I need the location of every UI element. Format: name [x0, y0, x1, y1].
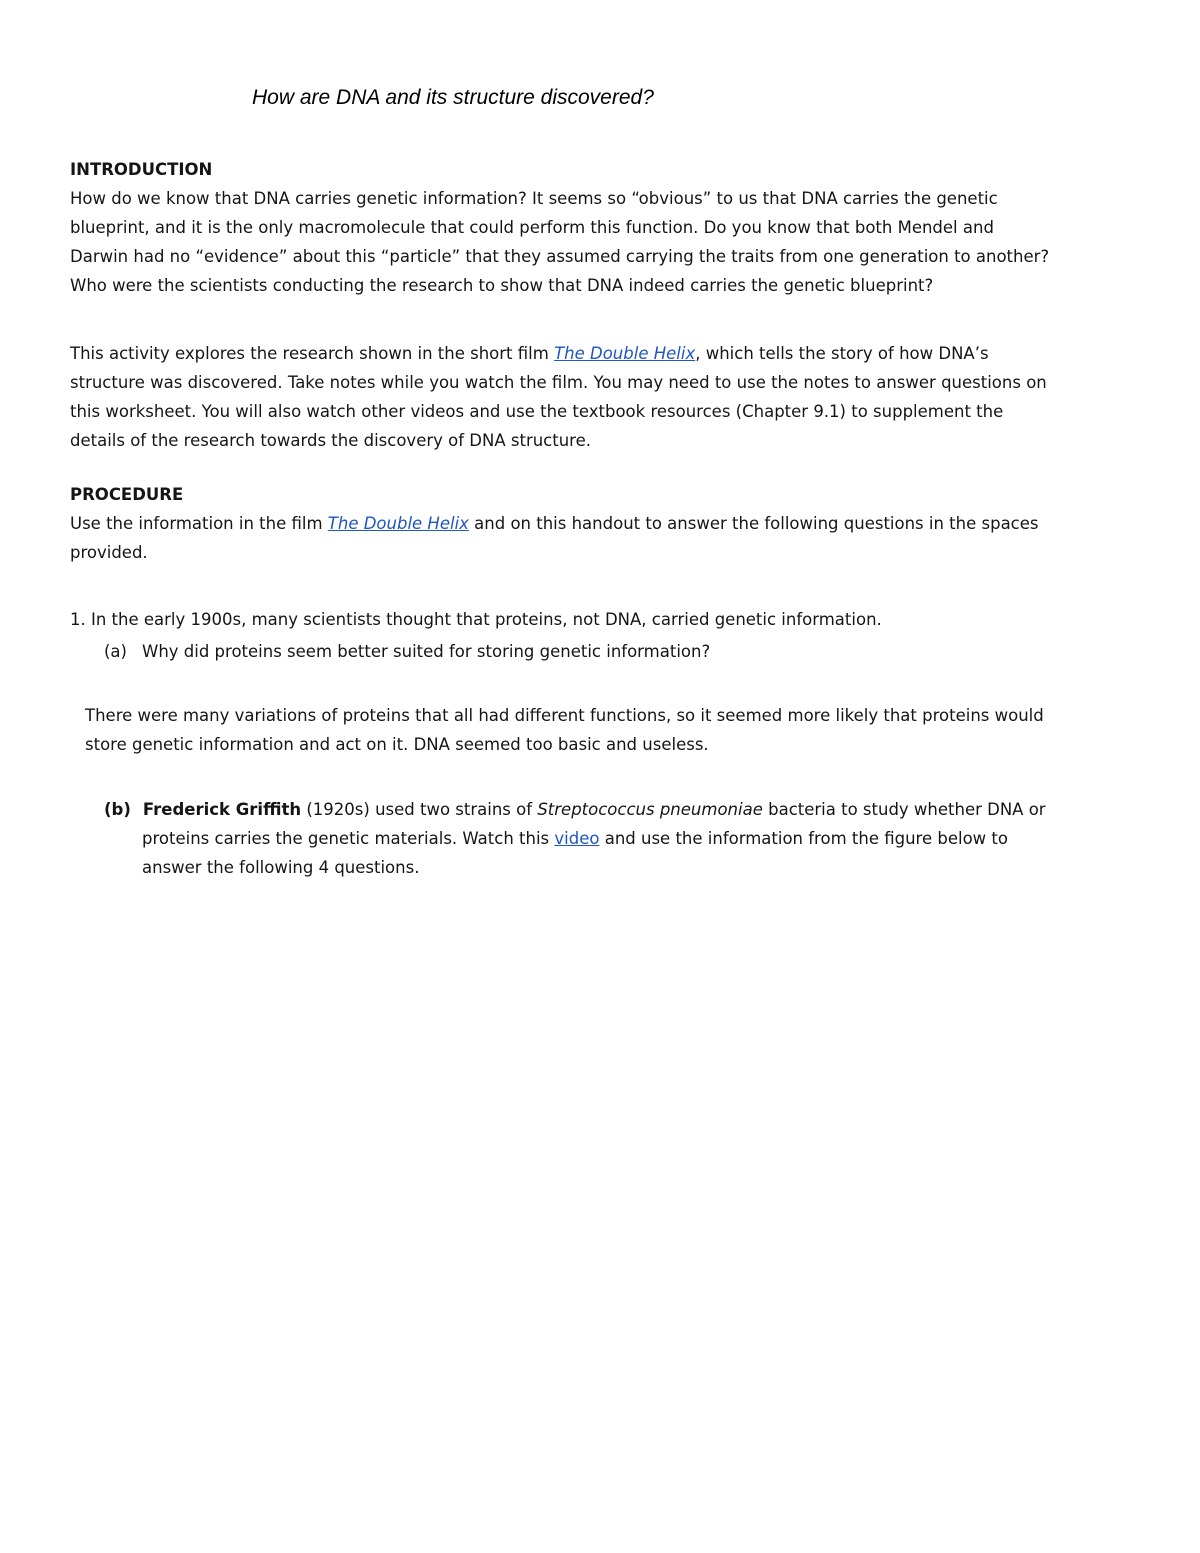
activity-line: details of the research towards the discovery of DNA structure.: [70, 431, 591, 450]
question-1b-text: proteins carries the genetic materials. Watch this: [142, 829, 555, 848]
introduction-line: How do we know that DNA carries genetic information? It seems so “obvious” to us that DNA carries the genetic: [70, 189, 998, 208]
procedure-text: and on this handout to answer the following questions in the spaces: [468, 514, 1039, 533]
question-1b-text: and use the information from the figure below to: [599, 829, 1008, 848]
introduction-line: Darwin had no “evidence” about this “particle” that they assumed carrying the traits from one generation to another?: [70, 247, 1050, 266]
introduction-line: blueprint, and it is the only macromolecule that could perform this function. Do you know that both Mendel and: [70, 218, 994, 237]
question-1b-line: [104, 795, 1144, 824]
procedure-heading: PROCEDURE: [70, 485, 184, 504]
question-1-prompt: [70, 605, 1130, 634]
question-1b-text: bacteria to study whether DNA or: [762, 800, 1046, 819]
activity-paragraph: [70, 339, 1130, 455]
activity-text: This activity explores the research shown in the short film: [70, 344, 555, 363]
question-1b-text: (1920s) used two strains of: [301, 800, 538, 819]
question-1b: [104, 795, 1144, 882]
question-1b-line: answer the following 4 questions.: [142, 858, 420, 877]
question-1a: [104, 637, 1104, 666]
answer-line: There were many variations of proteins that all had different functions, so it seemed more likely that proteins would: [85, 706, 1044, 725]
activity-text: , which tells the story of how DNA’s: [695, 344, 989, 363]
activity-line: this worksheet. You will also watch other videos and use the textbook resources (Chapter 9.1) to supplement the: [70, 402, 1004, 421]
double-helix-film-link[interactable]: The Double Helix: [327, 514, 469, 533]
question-1a-line: [104, 637, 1104, 666]
page-title: How are DNA and its structure discovered?: [252, 86, 654, 109]
answer-line: store genetic information and act on it. DNA seemed too basic and useless.: [85, 735, 709, 754]
video-link[interactable]: video: [554, 829, 600, 848]
griffith-name: Frederick Griffith: [142, 800, 302, 819]
introduction-section: [70, 155, 1130, 300]
question-1-text: 1. In the early 1900s, many scientists thought that proteins, not DNA, carried genetic information.: [70, 610, 882, 629]
question-1a-text: Why did proteins seem better suited for storing genetic information?: [142, 642, 711, 661]
procedure-section: [70, 480, 1130, 567]
procedure-line: provided.: [70, 543, 148, 562]
activity-line: [70, 339, 1130, 368]
procedure-line: [70, 509, 1130, 538]
introduction-heading: INTRODUCTION: [70, 160, 213, 179]
question-1b-label: (b): [104, 800, 131, 819]
question-1a-answer[interactable]: [85, 701, 1145, 759]
activity-line: structure was discovered. Take notes while you watch the film. You may need to use the notes to answer questions on: [70, 373, 1047, 392]
question-1a-label: (a): [104, 642, 127, 661]
procedure-text: Use the information in the film: [70, 514, 328, 533]
species-name: Streptococcus pneumoniae: [537, 800, 763, 819]
introduction-line: Who were the scientists conducting the research to show that DNA indeed carries the genetic blueprint?: [70, 276, 934, 295]
double-helix-film-link[interactable]: The Double Helix: [554, 344, 696, 363]
question-1b-line: [104, 824, 1144, 853]
